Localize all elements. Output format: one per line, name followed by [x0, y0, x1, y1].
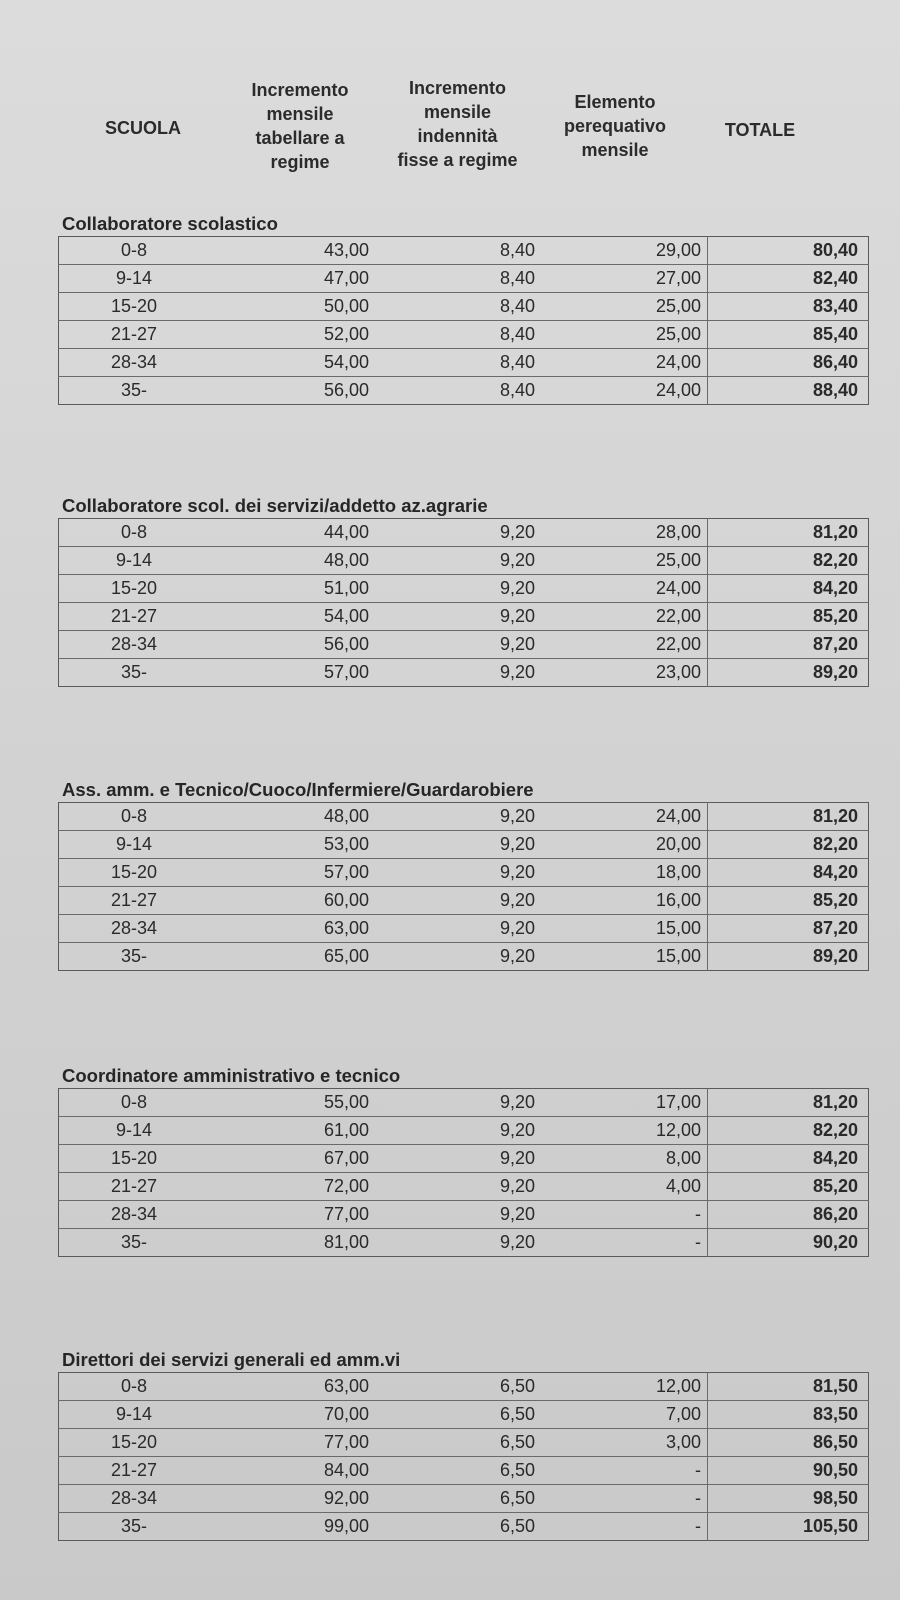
elemento-perequativo-cell: 8,00 [541, 1145, 708, 1173]
incremento-indennita-cell: 9,20 [375, 1117, 541, 1145]
incremento-tabellare-cell: 60,00 [219, 887, 375, 915]
totale-cell: 81,20 [708, 803, 869, 831]
incremento-tabellare-cell: 52,00 [219, 321, 375, 349]
scuola-cell: 9-14 [59, 1401, 220, 1429]
incremento-tabellare-cell: 57,00 [219, 859, 375, 887]
incremento-indennita-cell: 6,50 [375, 1401, 541, 1429]
totale-cell: 87,20 [708, 631, 869, 659]
salary-table [58, 802, 869, 971]
incremento-indennita-cell: 9,20 [375, 803, 541, 831]
table-row [59, 547, 869, 575]
totale-cell: 86,40 [708, 349, 869, 377]
totale-cell: 83,40 [708, 293, 869, 321]
incremento-tabellare-cell: 57,00 [323, 662, 369, 682]
table-row [59, 265, 869, 293]
elemento-perequativo-cell: 29,00 [541, 237, 708, 265]
totale-cell: 81,20 [708, 519, 869, 547]
incremento-tabellare-cell: 92,00 [219, 1485, 375, 1513]
incremento-indennita-cell: 8,40 [375, 237, 541, 265]
incremento-tabellare-cell: 67,00 [219, 1145, 375, 1173]
table-row [59, 377, 869, 405]
elemento-perequativo-cell: - [541, 1201, 708, 1229]
elemento-perequativo-cell: 15,00 [655, 946, 701, 966]
table-row [59, 1373, 869, 1401]
elemento-perequativo-cell: 24,00 [655, 380, 701, 400]
scuola-cell: 15-20 [59, 1429, 220, 1457]
salary-table [58, 518, 869, 687]
elemento-perequativo-cell: 25,00 [541, 321, 708, 349]
elemento-perequativo-cell: 24,00 [541, 349, 708, 377]
scuola-cell: 15-20 [59, 1145, 220, 1173]
section-direttori-servizi [58, 1348, 858, 1541]
totale-cell: 86,20 [708, 1201, 869, 1229]
table-row [59, 349, 869, 377]
scuola-cell: 35- [120, 662, 147, 682]
table-row [59, 831, 869, 859]
scuola-cell: 9-14 [59, 547, 220, 575]
elemento-perequativo-cell: 4,00 [541, 1173, 708, 1201]
totale-cell: 89,20 [708, 659, 869, 687]
table-row [59, 293, 869, 321]
scuola-cell: 28-34 [59, 1201, 220, 1229]
section-title: Direttori dei servizi generali ed amm.vi [62, 1349, 401, 1370]
elemento-perequativo-cell: - [695, 1232, 701, 1252]
elemento-perequativo-cell: 24,00 [541, 803, 708, 831]
elemento-perequativo-cell: 23,00 [655, 662, 701, 682]
table-row [59, 1485, 869, 1513]
incremento-tabellare-cell: 84,00 [219, 1457, 375, 1485]
scuola-cell: 21-27 [59, 887, 220, 915]
table-row [59, 1201, 869, 1229]
totale-cell: 85,20 [708, 603, 869, 631]
incremento-indennita-cell: 9,20 [375, 631, 541, 659]
table-row [59, 631, 869, 659]
scuola-cell: 21-27 [59, 603, 220, 631]
totale-cell: 83,50 [708, 1401, 869, 1429]
table-row [59, 1117, 869, 1145]
incremento-tabellare-cell: 77,00 [219, 1429, 375, 1457]
incremento-indennita-cell: 6,50 [375, 1457, 541, 1485]
salary-table [58, 1372, 869, 1541]
incremento-indennita-cell: 9,20 [499, 946, 535, 966]
table-row [59, 1145, 869, 1173]
incremento-tabellare-cell: 48,00 [219, 803, 375, 831]
incremento-indennita-cell: 9,20 [375, 603, 541, 631]
column-headers [0, 70, 900, 200]
elemento-perequativo-cell: 22,00 [541, 603, 708, 631]
header-incremento-indennita: Incremento mensile indennità fisse a regime [397, 78, 518, 170]
incremento-indennita-cell: 6,50 [375, 1373, 541, 1401]
incremento-indennita-cell: 9,20 [375, 1145, 541, 1173]
header-totale: TOTALE [724, 120, 796, 140]
scuola-cell: 35- [120, 1232, 147, 1252]
incremento-tabellare-cell: 81,00 [323, 1232, 369, 1252]
elemento-perequativo-cell: 20,00 [541, 831, 708, 859]
scuola-cell: 15-20 [59, 859, 220, 887]
totale-cell: 105,50 [708, 1513, 869, 1541]
elemento-perequativo-cell: - [695, 1516, 701, 1536]
elemento-perequativo-cell: 24,00 [541, 575, 708, 603]
table-row [59, 859, 869, 887]
elemento-perequativo-cell: 16,00 [541, 887, 708, 915]
incremento-indennita-cell: 9,20 [375, 915, 541, 943]
scuola-cell: 0-8 [59, 237, 220, 265]
table-row [59, 519, 869, 547]
header-elemento-perequativo: Elemento perequativo mensile [563, 92, 667, 160]
table-row [59, 659, 869, 687]
incremento-indennita-cell: 8,40 [499, 380, 535, 400]
totale-cell: 88,40 [708, 377, 869, 405]
table-row [59, 1429, 869, 1457]
incremento-tabellare-cell: 44,00 [219, 519, 375, 547]
totale-cell: 85,40 [708, 321, 869, 349]
section-collaboratore-servizi [58, 494, 858, 687]
scuola-cell: 9-14 [59, 831, 220, 859]
scuola-cell: 21-27 [59, 1457, 220, 1485]
salary-table [58, 1088, 869, 1257]
totale-cell: 82,20 [708, 1117, 869, 1145]
incremento-indennita-cell: 9,20 [375, 547, 541, 575]
totale-cell: 82,40 [708, 265, 869, 293]
section-title: Ass. amm. e Tecnico/Cuoco/Infermiere/Guardarobiere [62, 779, 534, 800]
incremento-indennita-cell: 9,20 [499, 1232, 535, 1252]
totale-cell: 90,50 [708, 1457, 869, 1485]
totale-cell: 82,20 [708, 831, 869, 859]
elemento-perequativo-cell: 27,00 [541, 265, 708, 293]
elemento-perequativo-cell: 7,00 [541, 1401, 708, 1429]
totale-cell: 84,20 [708, 575, 869, 603]
totale-cell: 82,20 [708, 547, 869, 575]
scuola-cell: 15-20 [59, 575, 220, 603]
incremento-tabellare-cell: 99,00 [323, 1516, 369, 1536]
scuola-cell: 15-20 [59, 293, 220, 321]
section-coordinatore-amministrativo [58, 1064, 858, 1257]
header-scuola: SCUOLA [105, 118, 181, 138]
table-row [59, 887, 869, 915]
incremento-tabellare-cell: 61,00 [219, 1117, 375, 1145]
elemento-perequativo-cell: 3,00 [541, 1429, 708, 1457]
scuola-cell: 0-8 [59, 519, 220, 547]
incremento-indennita-cell: 9,20 [375, 1173, 541, 1201]
incremento-tabellare-cell: 65,00 [323, 946, 369, 966]
scuola-cell: 35- [120, 1516, 147, 1536]
totale-cell: 98,50 [708, 1485, 869, 1513]
incremento-tabellare-cell: 56,00 [219, 631, 375, 659]
salary-table [58, 236, 869, 405]
incremento-tabellare-cell: 70,00 [219, 1401, 375, 1429]
scuola-cell: 9-14 [59, 1117, 220, 1145]
scuola-cell: 35- [120, 946, 147, 966]
table-row [59, 1089, 869, 1117]
incremento-indennita-cell: 9,20 [375, 887, 541, 915]
incremento-tabellare-cell: 51,00 [219, 575, 375, 603]
incremento-indennita-cell: 6,50 [499, 1516, 535, 1536]
scuola-cell: 28-34 [59, 631, 220, 659]
table-row [59, 1229, 869, 1257]
incremento-indennita-cell: 6,50 [375, 1429, 541, 1457]
scuola-cell: 9-14 [59, 265, 220, 293]
incremento-tabellare-cell: 55,00 [219, 1089, 375, 1117]
section-collaboratore-scolastico [58, 212, 858, 405]
totale-cell: 84,20 [708, 859, 869, 887]
scuola-cell: 0-8 [59, 1373, 220, 1401]
totale-cell: 81,20 [708, 1089, 869, 1117]
incremento-tabellare-cell: 48,00 [219, 547, 375, 575]
table-row [59, 803, 869, 831]
elemento-perequativo-cell: 12,00 [541, 1117, 708, 1145]
incremento-indennita-cell: 9,20 [375, 519, 541, 547]
scuola-cell: 28-34 [59, 1485, 220, 1513]
incremento-indennita-cell: 9,20 [375, 859, 541, 887]
scuola-cell: 28-34 [59, 349, 220, 377]
incremento-tabellare-cell: 63,00 [219, 1373, 375, 1401]
incremento-tabellare-cell: 56,00 [323, 380, 369, 400]
scuola-cell: 35- [120, 380, 147, 400]
incremento-indennita-cell: 9,20 [499, 662, 535, 682]
section-assistente-amministrativo [58, 778, 858, 971]
scuola-cell: 28-34 [59, 915, 220, 943]
scuola-cell: 21-27 [59, 1173, 220, 1201]
incremento-tabellare-cell: 54,00 [219, 349, 375, 377]
incremento-tabellare-cell: 77,00 [219, 1201, 375, 1229]
incremento-tabellare-cell: 53,00 [219, 831, 375, 859]
incremento-indennita-cell: 8,40 [375, 265, 541, 293]
elemento-perequativo-cell: 25,00 [541, 547, 708, 575]
table-row [59, 915, 869, 943]
incremento-indennita-cell: 8,40 [375, 321, 541, 349]
elemento-perequativo-cell: - [541, 1457, 708, 1485]
totale-cell: 80,40 [708, 237, 869, 265]
totale-cell: 81,50 [708, 1373, 869, 1401]
elemento-perequativo-cell: 25,00 [541, 293, 708, 321]
table-row [59, 321, 869, 349]
totale-cell: 89,20 [708, 943, 869, 971]
scuola-cell: 21-27 [59, 321, 220, 349]
incremento-tabellare-cell: 72,00 [219, 1173, 375, 1201]
table-row [59, 1173, 869, 1201]
incremento-indennita-cell: 9,20 [375, 1089, 541, 1117]
incremento-indennita-cell: 6,50 [375, 1485, 541, 1513]
table-row [59, 603, 869, 631]
section-title: Collaboratore scol. dei servizi/addetto az.agrarie [62, 495, 488, 516]
elemento-perequativo-cell: 18,00 [541, 859, 708, 887]
table-row [59, 943, 869, 971]
table-row [59, 1401, 869, 1429]
table-row [59, 237, 869, 265]
totale-cell: 84,20 [708, 1145, 869, 1173]
table-row [59, 1513, 869, 1541]
header-incremento-tabellare: Incremento mensile tabellare a regime [251, 80, 349, 172]
incremento-indennita-cell: 9,20 [375, 575, 541, 603]
table-row [59, 1457, 869, 1485]
incremento-tabellare-cell: 43,00 [219, 237, 375, 265]
incremento-indennita-cell: 9,20 [375, 1201, 541, 1229]
elemento-perequativo-cell: 12,00 [541, 1373, 708, 1401]
incremento-indennita-cell: 8,40 [375, 349, 541, 377]
scuola-cell: 0-8 [59, 1089, 220, 1117]
elemento-perequativo-cell: 22,00 [541, 631, 708, 659]
incremento-indennita-cell: 8,40 [375, 293, 541, 321]
elemento-perequativo-cell: 28,00 [541, 519, 708, 547]
elemento-perequativo-cell: 17,00 [541, 1089, 708, 1117]
totale-cell: 86,50 [708, 1429, 869, 1457]
section-title: Collaboratore scolastico [62, 213, 278, 234]
incremento-indennita-cell: 9,20 [375, 831, 541, 859]
elemento-perequativo-cell: - [541, 1485, 708, 1513]
elemento-perequativo-cell: 15,00 [541, 915, 708, 943]
incremento-tabellare-cell: 63,00 [219, 915, 375, 943]
incremento-tabellare-cell: 54,00 [219, 603, 375, 631]
incremento-tabellare-cell: 50,00 [219, 293, 375, 321]
table-row [59, 575, 869, 603]
incremento-tabellare-cell: 47,00 [219, 265, 375, 293]
totale-cell: 85,20 [708, 887, 869, 915]
totale-cell: 85,20 [708, 1173, 869, 1201]
section-title: Coordinatore amministrativo e tecnico [62, 1065, 401, 1086]
scuola-cell: 0-8 [59, 803, 220, 831]
totale-cell: 87,20 [708, 915, 869, 943]
totale-cell: 90,20 [708, 1229, 869, 1257]
